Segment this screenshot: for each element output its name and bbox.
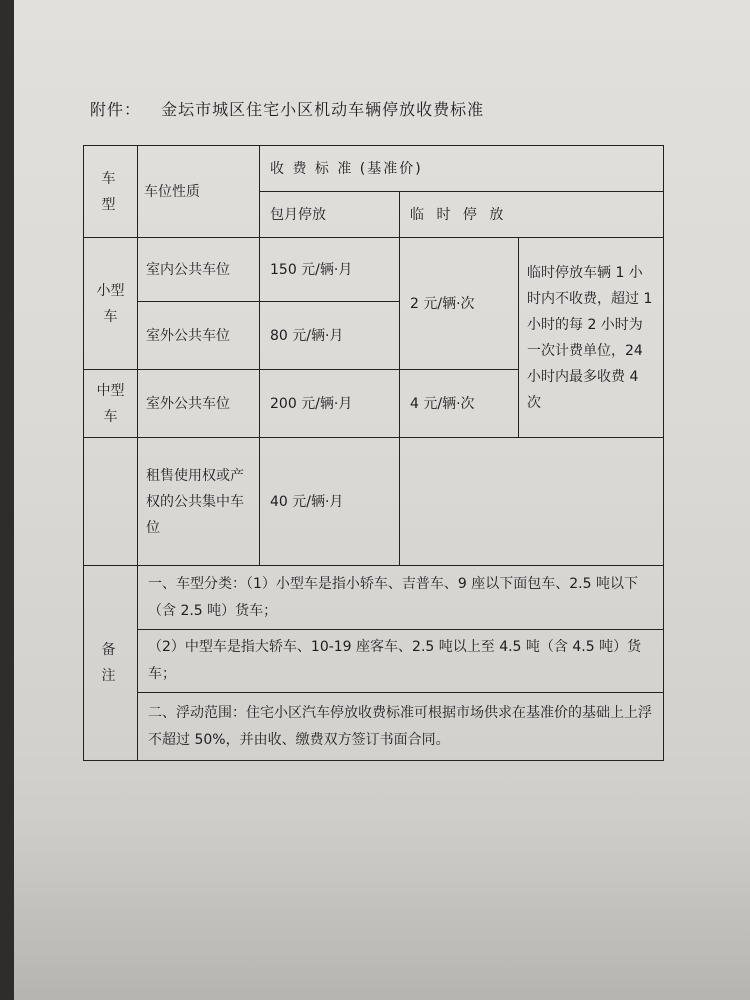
small-temporary-fee: 2 元/辆·次 (400, 238, 519, 370)
header-monthly: 包月停放 (260, 192, 400, 238)
small-outdoor-space: 室外公共车位 (138, 302, 260, 370)
header-fee-standard: 收 费 标 准 (基准价) (260, 146, 664, 192)
rental-empty-type (84, 438, 138, 566)
lower-shadow (14, 820, 750, 1000)
medium-temporary-fee: 4 元/辆·次 (400, 370, 519, 438)
fee-standard-table (83, 145, 664, 761)
notes-floating-range: 二、浮动范围：住宅小区汽车停放收费标准可根据市场供求在基准价的基础上上浮不超过 50%，并由收、缴费双方签订书面合同。 (138, 693, 664, 761)
small-indoor-monthly: 150 元/辆·月 (260, 238, 400, 302)
header-temporary: 临 时 停 放 (400, 192, 664, 238)
medium-car-label: 中型车 (84, 370, 138, 438)
temporary-parking-note: 临时停放车辆 1 小时内不收费，超过 1 小时的每 2 小时为一次计费单位，24 小时内最多收费 4 次 (519, 238, 664, 438)
rental-space: 租售使用权或产权的公共集中车位 (138, 438, 260, 566)
rental-monthly: 40 元/辆·月 (260, 438, 400, 566)
rental-empty-temporary (400, 438, 664, 566)
small-outdoor-monthly: 80 元/辆·月 (260, 302, 400, 370)
notes-vehicle-classification: 一、车型分类：（1）小型车是指小轿车、吉普车、9 座以下面包车、2.5 吨以下（含 2.5 吨）货车； (138, 566, 664, 630)
document-title (90, 97, 484, 120)
attachment-label: 附件： (90, 100, 142, 119)
medium-outdoor-monthly: 200 元/辆·月 (260, 370, 400, 438)
small-car-label: 小型车 (84, 238, 138, 370)
title-text: 金坛市城区住宅小区机动车辆停放收费标准 (161, 100, 485, 119)
header-vehicle-type: 车 型 (84, 146, 138, 238)
notes-label: 备 注 (84, 566, 138, 761)
header-space-nature: 车位性质 (138, 146, 260, 238)
small-indoor-space: 室内公共车位 (138, 238, 260, 302)
medium-outdoor-space: 室外公共车位 (138, 370, 260, 438)
notes-medium-car-definition: （2）中型车是指大轿车、10-19 座客车、2.5 吨以上至 4.5 吨（含 4.5 吨）货车； (138, 630, 664, 693)
